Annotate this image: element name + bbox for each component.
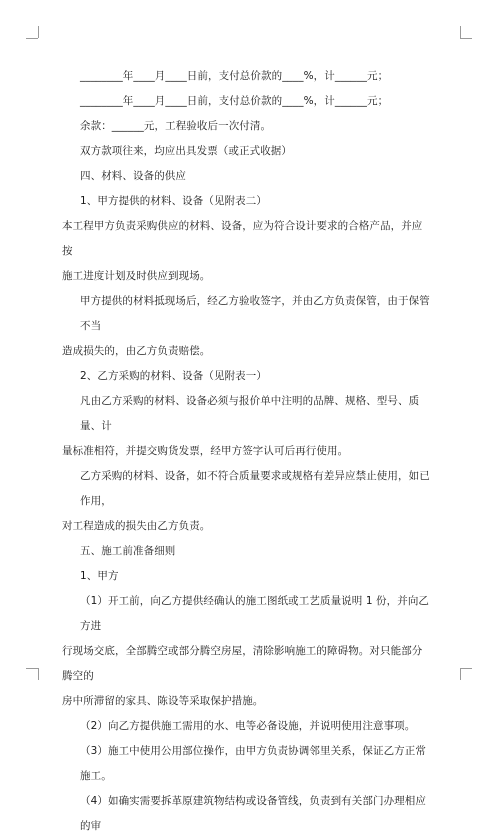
subsection-heading: 1、甲方 xyxy=(80,570,119,582)
paragraph-line: 凡由乙方采购的材料、设备必须与报价单中注明的品牌、规格、型号、质量、计 xyxy=(80,395,420,432)
paragraph-line: 乙方采购的材料、设备，如不符合质量要求或规格有差异应禁止使用，如已作用， xyxy=(80,470,430,507)
payment-schedule-line: ________年____月____日前，支付总价款的____%，计______元； xyxy=(80,95,389,107)
paragraph-line: 量标准相符，并提交购货发票，经甲方签字认可后再行使用。 xyxy=(62,445,349,457)
paragraph-line: （3）施工中使用公用部位操作，由甲方负责协调邻里关系，保证乙方正常施工。 xyxy=(80,745,426,782)
paragraph-line: 造成损失的，由乙方负责赔偿。 xyxy=(62,345,211,357)
paragraph-line: （2）向乙方提供施工需用的水、电等必备设施，并说明使用注意事项。 xyxy=(80,720,416,732)
paragraph-line: 对工程造成的损失由乙方负责。 xyxy=(62,520,211,532)
subsection-heading: 2、乙方采购的材料、设备（见附表一） xyxy=(80,370,267,382)
balance-payment-line: 余款：______元，工程验收后一次付清。 xyxy=(80,120,272,132)
paragraph-line: （1）开工前，向乙方提供经确认的施工图纸或工艺质量说明 1 份，并向乙方进 xyxy=(80,595,430,632)
section-heading: 四、材料、设备的供应 xyxy=(80,170,186,182)
section-heading: 五、施工前准备细则 xyxy=(80,545,176,557)
invoice-note: 双方款项往来，均应出具发票（或正式收据） xyxy=(80,145,292,157)
paragraph-line: 本工程甲方负责采购供应的材料、设备，应为符合设计要求的合格产品，并应按 xyxy=(62,220,423,257)
paragraph-line: 施工进度计划及时供应到现场。 xyxy=(62,270,211,282)
document-body xyxy=(62,64,432,839)
subsection-heading: 1、甲方提供的材料、设备（见附表二） xyxy=(80,195,267,207)
payment-schedule-line: ________年____月____日前，支付总价款的____%，计______元； xyxy=(80,70,389,82)
paragraph-line: （4）如确实需要拆革原建筑物结构或设备管线，负责到有关部门办理相应的审 xyxy=(80,795,426,832)
paragraph-line: 房中所滞留的家具、陈设等采取保护措施。 xyxy=(62,695,264,707)
paragraph-line: 甲方提供的材料抵现场后，经乙方验收签字，并由乙方负责保管，由于保管不当 xyxy=(80,295,430,332)
paragraph-line: 行现场交底，全部腾空或部分腾空房屋，清除影响施工的障碍物。对只能部分腾空的 xyxy=(62,645,423,682)
